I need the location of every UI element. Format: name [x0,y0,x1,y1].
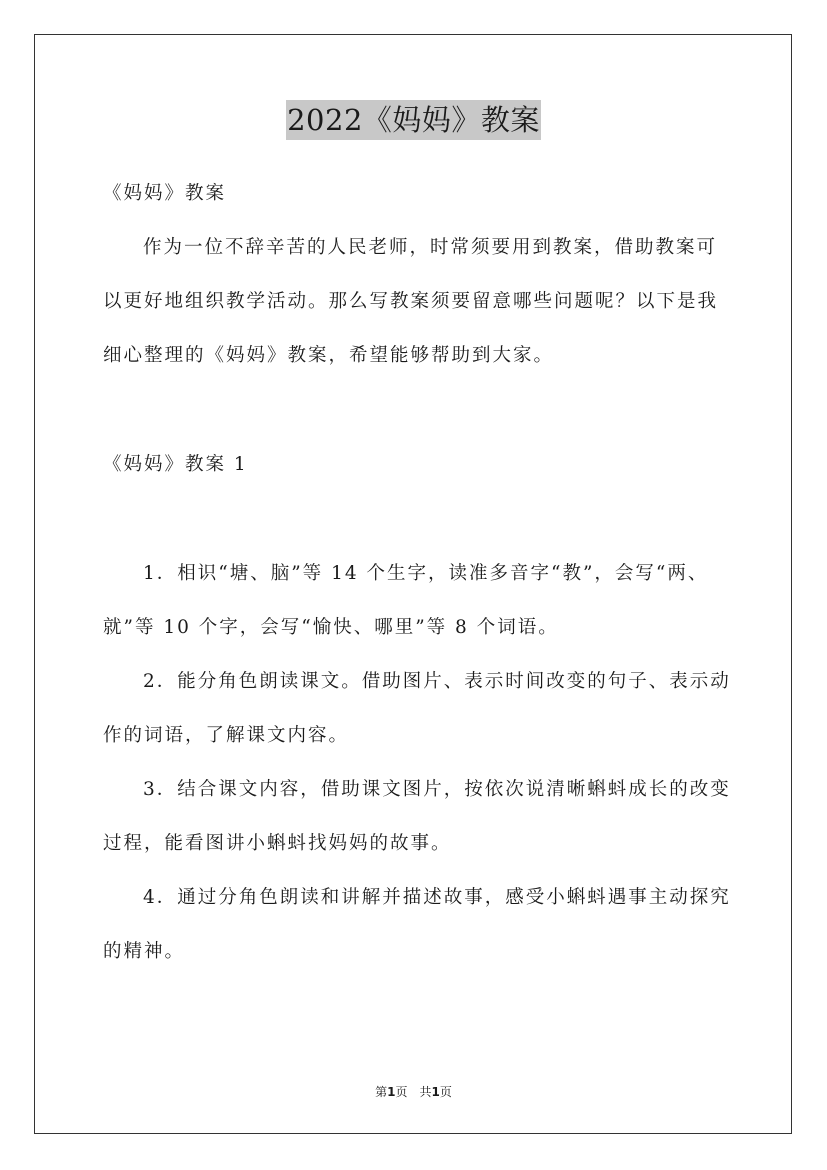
section-heading: 《妈妈》教案 1 [103,454,248,475]
footer-page-prefix: 第 [375,1085,388,1099]
body-line-7: 4．通过分角色朗读和讲解并描述故事，感受小蝌蚪遇事主动探究 [143,887,731,908]
page-footer [0,1084,827,1100]
title-container [0,100,827,140]
intro-line-1: 作为一位不辞辛苦的人民老师，时常须要用到教案，借助教案可 [143,237,718,258]
footer-page-current: 1 [387,1085,396,1099]
body-line-5: 3．结合课文内容，借助课文图片，按依次说清晰蝌蚪成长的改变 [143,779,731,800]
body-line-4: 作的词语，了解课文内容。 [103,725,350,746]
body-line-8: 的精神。 [103,941,186,962]
body-line-3: 2．能分角色朗读课文。借助图片、表示时间改变的句子、表示动 [143,671,731,692]
intro-line-3: 细心整理的《妈妈》教案，希望能够帮助到大家。 [103,345,555,366]
body-line-6: 过程，能看图讲小蝌蚪找妈妈的故事。 [103,833,452,854]
body-line-2: 就”等 10 个字，会写“愉快、哪里”等 8 个词语。 [103,617,559,638]
document-subtitle: 《妈妈》教案 [103,183,227,204]
document-title: 2022《妈妈》教案 [286,100,541,140]
footer-page-suffix: 页 [439,1085,452,1099]
intro-line-2: 以更好地组织教学活动。那么写教案须要留意哪些问题呢？以下是我 [103,291,719,312]
body-line-1: 1．相识“塘、脑”等 14 个生字，读准多音字“教”，会写“两、 [143,563,709,584]
footer-page-total: 1 [431,1085,440,1099]
footer-page-mid: 页 共 [395,1085,432,1099]
